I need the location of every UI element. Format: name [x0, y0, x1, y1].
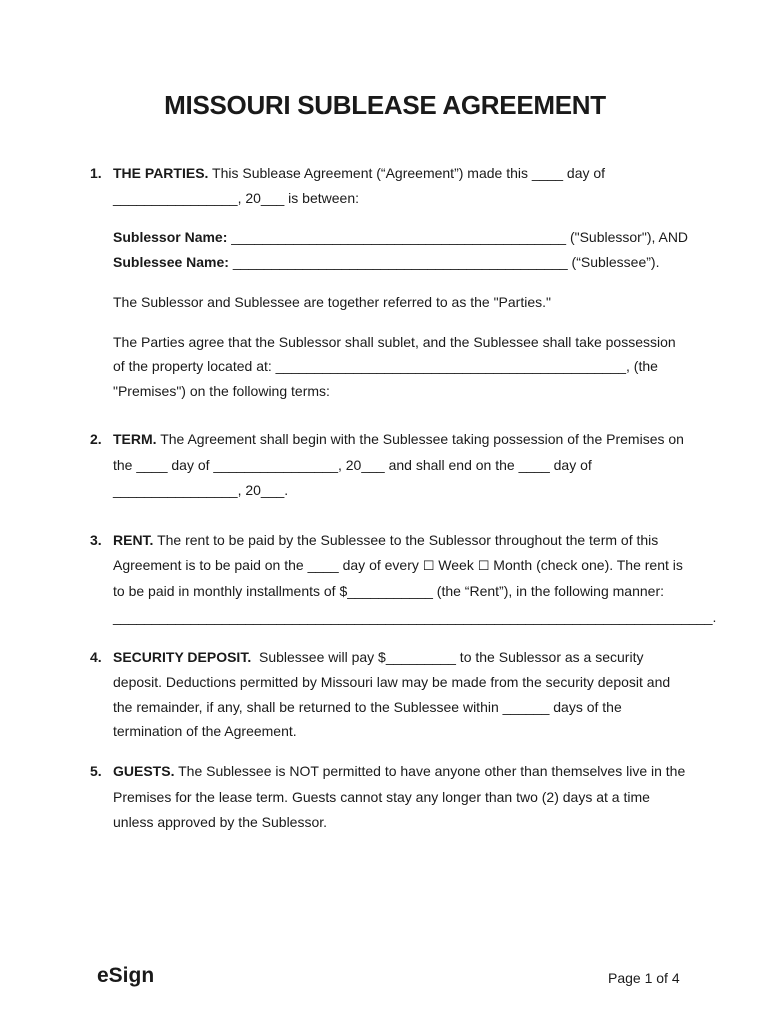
section-line: the remainder, if any, shall be returned to the Sublessee within ______ days of the	[113, 699, 622, 715]
section-line	[113, 427, 684, 452]
premises-line: of the property located at: _____________________________________________, (the	[113, 358, 658, 374]
section-line: unless approved by the Sublessor.	[113, 814, 328, 830]
section-heading: RENT.	[113, 532, 154, 548]
section-text: Sublessee will pay $_________ to the Sublessor as a security	[251, 649, 644, 665]
section-number: 1.	[90, 165, 102, 181]
section-line: termination of the Agreement.	[113, 723, 297, 739]
section-line: the ____ day of ________________, 20___ and shall end on the ____ day of	[113, 457, 592, 473]
premises-line: "Premises") on the following terms:	[113, 383, 330, 399]
section-heading: GUESTS.	[113, 763, 175, 779]
section-text: The Agreement shall begin with the Sublessee taking possession of the Premises on	[156, 431, 684, 447]
section-line: deposit. Deductions permitted by Missouri law may be made from the security deposit and	[113, 674, 671, 690]
week-checkbox-icon[interactable]: ☐	[422, 559, 435, 574]
sublessee-name-line	[113, 250, 659, 275]
week-option-label: Week	[434, 557, 478, 573]
sublessor-name-label: Sublessor Name:	[113, 229, 228, 245]
section-number: 4.	[90, 649, 102, 665]
section-text: The rent to be paid by the Sublessee to the Sublessor throughout the term of this	[153, 532, 659, 548]
premises-line: The Parties agree that the Sublessor shall sublet, and the Sublessee shall take possession	[113, 334, 676, 350]
document-title: MISSOURI SUBLEASE AGREEMENT	[164, 90, 606, 120]
parties-paragraph: The Sublessor and Sublessee are together referred to as the "Parties."	[113, 294, 551, 310]
section-number: 2.	[90, 431, 102, 447]
sublessee-name-label: Sublessee Name:	[113, 254, 229, 270]
section-line: Premises for the lease term. Guests cannot stay any longer than two (2) days at a time	[113, 789, 650, 805]
page-number: Page 1 of 4	[608, 970, 680, 986]
sublessor-name-blank: ___________________________________________ ("Sublessor"), AND	[227, 229, 689, 245]
section-number: 5.	[90, 763, 102, 779]
section-number: 3.	[90, 532, 102, 548]
section-text: This Sublease Agreement (“Agreement”) made this ____ day of	[208, 165, 606, 181]
section-line	[113, 759, 685, 784]
section-text: The Sublessee is NOT permitted to have anyone other than themselves live in the	[174, 763, 686, 779]
section-heading: THE PARTIES.	[113, 165, 209, 181]
month-option-label: Month (check one). The rent is	[489, 557, 683, 573]
rent-frequency-text: Agreement is to be paid on the ____ day of every	[113, 557, 423, 573]
section-line: ________________, 20___ is between:	[113, 190, 359, 206]
sublessee-name-blank: ___________________________________________ (“Sublessee”).	[228, 254, 660, 270]
section-line	[113, 553, 683, 579]
section-line	[113, 645, 643, 670]
sublessor-name-line	[113, 225, 688, 250]
section-line: to be paid in monthly installments of $___________ (the “Rent”), in the following manner:	[113, 583, 664, 599]
month-checkbox-icon[interactable]: ☐	[477, 559, 490, 574]
esign-logo: eSign	[97, 964, 155, 987]
section-line	[113, 161, 605, 186]
section-line: _____________________________________________________________________________.	[113, 609, 717, 625]
section-line	[113, 528, 658, 553]
section-heading: TERM.	[113, 431, 157, 447]
section-line: ________________, 20___.	[113, 482, 289, 498]
section-heading: SECURITY DEPOSIT.	[113, 649, 252, 665]
